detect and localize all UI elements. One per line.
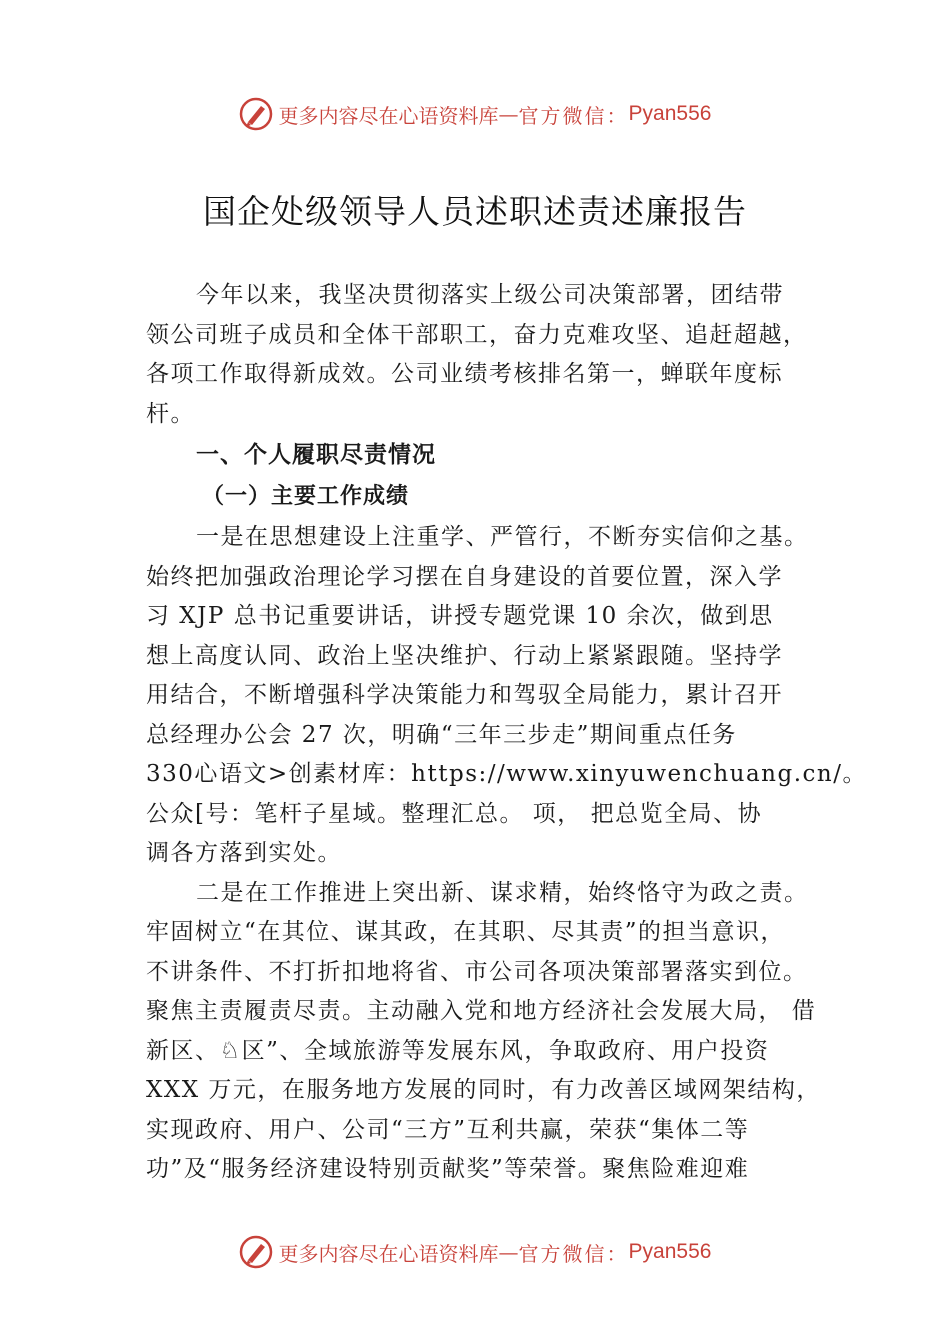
para2-line: 聚焦主责履责尽责。主动融入党和地方经济社会发展大局， 借: [146, 998, 817, 1024]
page-title: 国企处级领导人员述职述责述廉报告: [203, 192, 747, 231]
para2-line: 不讲条件、不打折扣地将省、市公司各项决策部署落实到位。: [146, 958, 808, 985]
para1-line: 一是在思想建设上注重学、严管行，不断夯实信仰之基。: [196, 524, 809, 550]
intro-line: 各项工作取得新成效。公司业绩考核排名第一，蝉联年度标: [146, 361, 783, 387]
para2-line: XXX 万元，在服务地方发展的同时，有力改善区域网架结构，: [146, 1077, 821, 1103]
para1-line: 公众[号：笔杆子星域。整理汇总。 项， 把总览全局、协: [146, 800, 763, 827]
pen-logo-icon: [239, 97, 273, 131]
intro-line: 领公司班子成员和全体干部职工，奋力克难攻坚、追赶超越，: [146, 321, 808, 348]
banner-wechat-id: Pyan556: [628, 1240, 712, 1263]
intro-line: 今年以来，我坚决贯彻落实上级公司决策部署，团结带: [196, 282, 784, 308]
para2-line: 新区、♘区”、全域旅游等发展东风，争取政府、用户投资: [146, 1037, 770, 1064]
document-body: [146, 276, 867, 1190]
banner-main-text: 更多内容尽在心语资料库: [278, 1241, 499, 1266]
banner-wechat-label: 官方微信：: [518, 103, 629, 128]
para1-line: 始终把加强政治理论学习摆在自身建设的首要位置，深入学: [146, 563, 783, 590]
para2-line: 实现政府、用户、公司“三方”互利共赢，荣获“集体二等: [146, 1116, 750, 1143]
banner-wechat-id: Pyan556: [628, 102, 712, 125]
para1-line: 想上高度认同、政治上坚决维护、行动上紧紧跟随。坚持学: [146, 642, 783, 669]
banner-main-text: 更多内容尽在心语资料库: [278, 103, 499, 128]
banner-dash: —: [498, 1240, 519, 1264]
intro-line: 杆。: [146, 400, 195, 427]
banner-wechat-label: 官方微信：: [518, 1241, 629, 1266]
header-banner: [0, 94, 950, 134]
para1-line: 习 XJP 总书记重要讲话，讲授专题党课 10 余次，做到思: [146, 603, 774, 629]
para1-line: 用结合，不断增强科学决策能力和驾驭全局能力，累计召开: [146, 682, 783, 708]
para2-line: 二是在工作推进上突出新、谋求精，始终恪守为政之责。: [196, 879, 809, 906]
pen-logo-icon: [239, 1235, 273, 1269]
para2-line: 功”及“服务经济建设特别贡献奖”等荣誉。聚焦险难迎难: [146, 1156, 750, 1182]
para1-line: 总经理办公会 27 次，明确“三年三步走”期间重点任务: [146, 721, 737, 748]
section-heading: 一、个人履职尽责情况: [196, 442, 436, 468]
banner-dash: —: [498, 102, 519, 126]
footer-banner: [0, 1232, 950, 1272]
para2-line: 牢固树立“在其位、谋其政，在其职、尽其责”的担当意识，: [146, 919, 786, 945]
para1-line: 调各方落到实处。: [146, 840, 342, 866]
para1-line: 330心语文>创素材库：https://www.xinyuwenchuang.cn/。: [146, 761, 867, 787]
subsection-heading: （一）主要工作成绩: [202, 484, 410, 509]
